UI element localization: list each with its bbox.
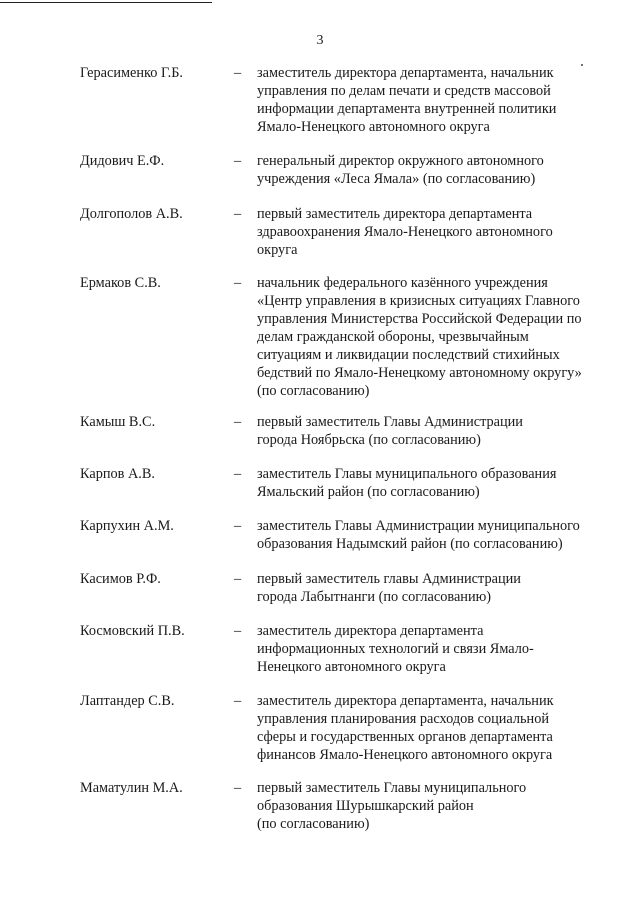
member-position: заместитель директора департамента, начальник управления планирования расходов социальной сферы и государственных органов департамента финансов Ямало-Ненецкого автономного округа bbox=[257, 693, 554, 763]
member-dash: – bbox=[234, 153, 242, 169]
member-position: первый заместитель Главы муниципального образования Шурышкарский район (по согласованию) bbox=[257, 780, 527, 832]
member-name: Карпухин А.М. bbox=[80, 518, 174, 534]
member-position: генеральный директор окружного автономного учреждения «Леса Ямала» (по согласованию) bbox=[257, 153, 544, 187]
member-name: Маматулин М.А. bbox=[80, 780, 183, 796]
member-dash: – bbox=[234, 466, 242, 482]
member-name: Камыш В.С. bbox=[80, 414, 156, 430]
member-name: Космовский П.В. bbox=[80, 623, 185, 639]
member-name: Герасименко Г.Б. bbox=[80, 65, 184, 81]
member-dash: – bbox=[234, 414, 242, 430]
member-dash: – bbox=[234, 571, 242, 587]
member-name: Ермаков С.В. bbox=[80, 275, 161, 291]
member-dash: – bbox=[234, 275, 242, 291]
member-position: начальник федерального казённого учреждения «Центр управления в кризисных ситуациях Главного управления Министерства Российской Федерации по делам гражданской обороны, чрезвычайным ситуациям и ликвидации последствий стихийных бедствий по Ямало-Ненецкому автономному округу» (по согласованию) bbox=[257, 275, 582, 399]
member-position: заместитель директора департамента, начальник управления по делам печати и средств массовой информации департамента внутренней политики Ямало-Ненецкого автономного округа bbox=[257, 65, 557, 135]
member-position: заместитель Главы муниципального образования Ямальский район (по согласованию) bbox=[257, 466, 557, 500]
member-name: Долгополов А.В. bbox=[80, 206, 183, 222]
member-name: Карпов А.В. bbox=[80, 466, 155, 482]
member-dash: – bbox=[234, 623, 242, 639]
page-number: 3 bbox=[316, 33, 324, 48]
member-dash: – bbox=[234, 693, 242, 709]
member-position: заместитель Главы Администрации муниципального образования Надымский район (по согласованию) bbox=[257, 518, 580, 552]
member-dash: – bbox=[234, 780, 242, 796]
member-dash: – bbox=[234, 518, 242, 534]
member-name: Касимов Р.Ф. bbox=[80, 571, 161, 587]
member-position: первый заместитель директора департамента здравоохранения Ямало-Ненецкого автономного округа bbox=[257, 206, 553, 258]
member-dash: – bbox=[234, 206, 242, 222]
member-position: заместитель директора департамента информационных технологий и связи Ямало- Ненецкого автономного округа bbox=[257, 623, 534, 675]
member-dash: – bbox=[234, 65, 242, 81]
member-position: первый заместитель Главы Администрации города Ноябрьска (по согласованию) bbox=[257, 414, 523, 448]
member-name: Дидович Е.Ф. bbox=[80, 153, 165, 169]
member-position: первый заместитель главы Администрации города Лабытнанги (по согласованию) bbox=[257, 571, 521, 605]
member-name: Лаптандер С.В. bbox=[80, 693, 175, 709]
